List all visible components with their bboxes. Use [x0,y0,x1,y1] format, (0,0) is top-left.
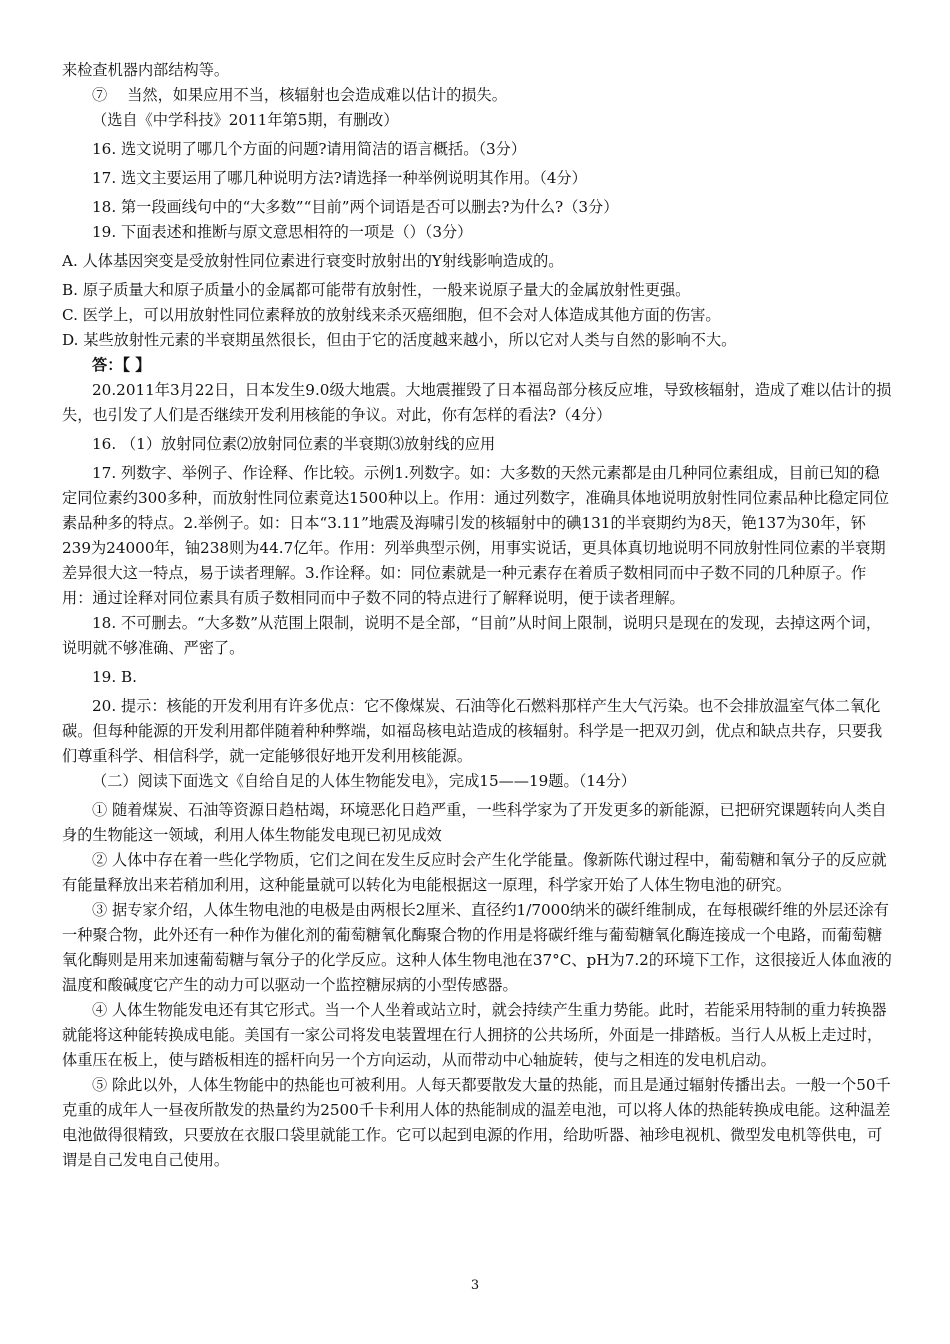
section-heading: （二）阅读下面选文《自给自足的人体生物能发电》，完成15——19题。（14分） [92,772,636,790]
answer-17: 17. 列数字、举例子、作诠释、作比较。示例1.列数字。如：大多数的天然元素都是由几种同位素组成，目前已知的稳定同位素约300多种，而放射性同位素竟达1500种以上。作用：通过列数字，准确具体地说明放射性同位素品种比稳定同位素品种多的特点。2.举例子。如：日本“3.11”地震及海啸引发的核辐射中的碘131的半衰期约为8天，铯137为30年，钚239为24000年，铀238则为44.7亿年。作用：列举典型示例，用事实说话，更具体真切地说明不同放射性同位素的半衰期差异很大这一特点，易于读者理解。3.作诠释。如：同位素就是一种元素存在着质子数相同而中子数不同的几种原子。作用：通过诠释对同位素具有质子数相同而中子数不同的特点进行了解释说明，便于读者理解。 [62,464,890,607]
answer-20: 20. 提示：核能的开发利用有许多优点：它不像煤炭、石油等化石燃料那样产生大气污染。也不会排放温室气体二氧化碳。但每种能源的开发利用都伴随着种种弊端，如福岛核电站造成的核辐射。科学是一把双刃剑，优点和缺点共存，只要我们尊重科学、相信科学，就一定能够很好地开发利用核能源。 [62,697,883,765]
option-b: B. 原子质量大和原子质量小的金属都可能带有放射性，一般来说原子量大的金属放射性更强。 [62,281,691,299]
paragraph-5: ⑤ 除此以外，人体生物能中的热能也可被利用。人每天都要散发大量的热能，而且是通过辐射传播出去。一般一个50千克重的成年人一昼夜所散发的热量约为2500千卡利用人体的热能制成的温差电池，可以将人体的热能转换成电能。这种温差电池做得很精致，只要放在衣服口袋里就能工作。它可以起到电源的作用，给助听器、袖珍电视机、微型发电机等供电，可谓是自己发电自己使用。 [62,1076,891,1169]
option-c: C. 医学上，可以用放射性同位素释放的放射线来杀灭癌细胞，但不会对人体造成其他方面的伤害。 [62,306,721,324]
question-18: 18. 第一段画线句中的“大多数”“目前”两个词语是否可以删去?为什么?（3分） [92,198,619,216]
paragraph-4: ④ 人体生物能发电还有其它形式。当一个人坐着或站立时，就会持续产生重力势能。此时，若能采用特制的重力转换器就能将这种能转换成电能。美国有一家公司将发电装置埋在行人拥挤的公共场所，外面是一排踏板。当行人从板上走过时，体重压在板上，使与踏板相连的摇杆向另一个方向运动，从而带动中心轴旋转，使与之相连的发电机启动。 [62,1001,887,1069]
answer-blank: 答：【 】 [92,356,151,374]
paragraph-2: ② 人体中存在着一些化学物质，它们之间在发生反应时会产生化学能量。像新陈代谢过程中，葡萄糖和氧分子的反应就有能量释放出来若稍加利用，这种能量就可以转化为电能根据这一原理，科学家开始了人体生物电池的研究。 [62,851,887,894]
question-16: 16. 选文说明了哪几个方面的问题?请用简洁的语言概括。（3分） [92,140,527,158]
text-line: 来检查机器内部结构等。 [62,61,230,79]
option-a: A. 人体基因突变是受放射性同位素进行衰变时放射出的Y射线影响造成的。 [62,252,564,270]
paragraph-1: ① 随着煤炭、石油等资源日趋枯竭，环境恶化日趋严重，一些科学家为了开发更多的新能源，已把研究课题转向人类自身的生物能这一领域，利用人体生物能发电现已初见成效 [62,801,887,844]
answer-16: 16. （1）放射同位素⑵放射同位素的半衰期⑶放射线的应用 [92,435,496,453]
paragraph-3: ③ 据专家介绍，人体生物电池的电极是由两根长2厘米、直径约1/7000纳米的碳纤维制成，在每根碳纤维的外层还涂有一种聚合物，此外还有一种作为催化剂的葡萄糖氧化酶聚合物的作用是将碳纤维与葡萄糖氧化酶连接成一个电路，而葡萄糖氧化酶则是用来加速葡萄糖与氧分子的化学反应。这种人体生物电池在37°C、pH为7.2的环境下工作，这很接近人体血液的温度和酸碱度它产生的动力可以驱动一个监控糖尿病的小型传感器。 [62,901,892,994]
question-20: 20.2011年3月22日，日本发生9.0级大地震。大地震摧毁了日本福岛部分核反应堆，导致核辐射，造成了难以估计的损失，也引发了人们是否继续开发利用核能的争议。对此，你有怎样的看法?（4分） [62,381,892,424]
document-body [62,58,894,1173]
text-line: ⑦ 当然，如果应用不当，核辐射也会造成难以估计的损失。 [92,86,507,104]
source-citation: （选自《中学科技》2011年第5期，有删改） [92,111,399,129]
question-19: 19. 下面表述和推断与原文意思相符的一项是（）（3分） [92,223,473,241]
option-d: D. 某些放射性元素的半衰期虽然很长，但由于它的活度越来越小，所以它对人类与自然的影响不大。 [62,331,737,349]
page-number: 3 [470,1278,480,1293]
question-17: 17. 选文主要运用了哪几种说明方法?请选择一种举例说明其作用。（4分） [92,169,587,187]
answer-18: 18. 不可删去。“大多数”从范围上限制，说明不是全部，“目前”从时间上限制，说明只是现在的发现，去掉这两个词，说明就不够准确、严密了。 [62,614,882,657]
answer-19: 19. B. [92,668,137,686]
